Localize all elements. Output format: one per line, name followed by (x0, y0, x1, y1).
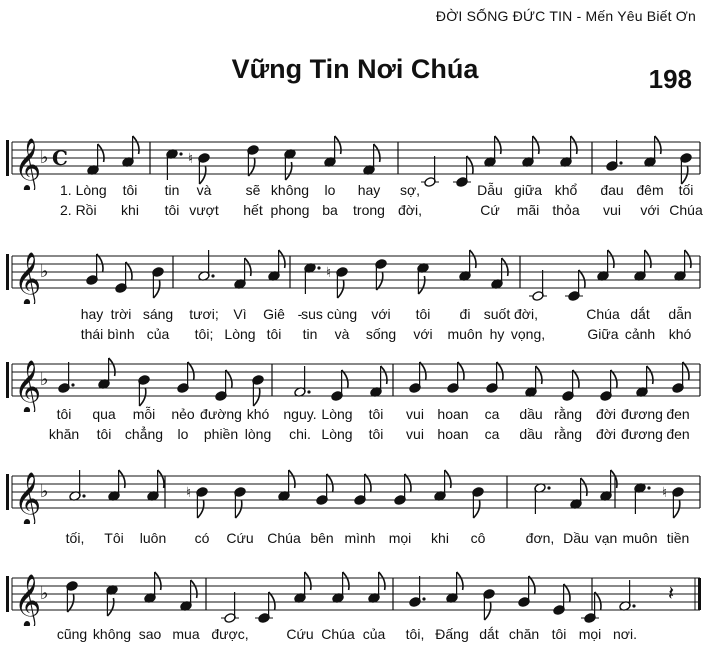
lyric-syllable: đơn, (525, 530, 555, 546)
lyric-syllable: mọi (388, 530, 412, 546)
lyric-syllable: dầu (519, 426, 543, 442)
note (304, 263, 321, 294)
lyric-syllable: Lòng (321, 426, 353, 442)
lyric-syllable: và (196, 182, 212, 198)
note (680, 153, 692, 184)
note (177, 362, 194, 393)
lyric-syllable: rằng (553, 426, 583, 442)
note (375, 259, 387, 290)
time-signature: C (52, 146, 68, 170)
lyric-syllable: trời (110, 306, 132, 322)
lyric-syllable: lòng (244, 426, 272, 442)
lyric-syllable: muôn (447, 326, 483, 342)
lyric-syllable: đời, (514, 306, 538, 322)
music-system-5 (0, 566, 710, 646)
lyric-syllable: đêm (636, 182, 664, 198)
lyric-syllable: cũng (56, 626, 88, 642)
lyric-syllable: tôi (415, 306, 431, 322)
note (534, 483, 551, 514)
lyric-syllable: tiền (666, 530, 690, 546)
system-bracket (6, 576, 9, 612)
lyric-syllable: đau (600, 182, 624, 198)
note (234, 258, 251, 289)
lyric-syllable: có (194, 530, 210, 546)
lyric-syllable: sus (301, 306, 323, 322)
note (284, 149, 296, 180)
lyric-syllable: tôi (551, 626, 567, 642)
note (486, 362, 503, 393)
lyric-syllable: 2. Rồi (60, 202, 97, 218)
note (152, 267, 164, 298)
lyric-syllable: thái (80, 326, 104, 342)
lyric-syllable: khi (121, 202, 139, 218)
lyric-syllable: nguy. (283, 406, 317, 422)
lyric-syllable: vui (406, 426, 424, 442)
note (354, 474, 371, 505)
lyric-syllable: sao (138, 626, 162, 642)
lyric-syllable: Lòng (321, 406, 353, 422)
note (483, 589, 495, 620)
note (247, 145, 259, 176)
staff-1 (0, 130, 710, 190)
lyric-syllable: - (297, 306, 303, 322)
system-bracket (6, 254, 9, 290)
lyric-syllable: Dẫu (477, 182, 503, 198)
key-flat-icon: ♭ (40, 369, 49, 390)
note (331, 370, 348, 401)
note (600, 370, 617, 401)
note (278, 470, 295, 501)
note (565, 270, 585, 301)
lyric-syllable: được, (211, 626, 249, 642)
lyric-syllable: mọi (578, 626, 602, 642)
note (553, 584, 570, 615)
lyric-syllable: dầu (519, 406, 543, 422)
lyric-syllable: lo (324, 182, 336, 198)
treble-clef-icon: 𝄞 (14, 251, 42, 304)
lyric-syllable: sống (365, 326, 397, 342)
note (58, 362, 75, 393)
lyric-syllable: bình (107, 326, 135, 342)
note (606, 140, 623, 171)
note (186, 485, 208, 518)
staff-4 (0, 464, 710, 524)
lyric-line-3-verse-1 (0, 406, 710, 424)
lyric-line-1-verse-1 (0, 182, 710, 200)
lyric-syllable: tôi (56, 406, 72, 422)
lyric-syllable: sợ, (399, 182, 421, 198)
treble-clef-icon: 𝄞 (14, 137, 42, 190)
lyric-syllable: 1. Lòng (60, 182, 107, 198)
lyric-line-2-verse-2 (0, 326, 710, 344)
note (597, 250, 614, 281)
lyric-syllable: hy (489, 326, 505, 342)
lyric-syllable: Lòng (224, 326, 256, 342)
note (115, 262, 132, 293)
note (447, 362, 464, 393)
note (634, 250, 651, 281)
note (324, 136, 341, 167)
lyric-syllable: dẫn (668, 306, 692, 322)
lyric-syllable: Giê (263, 306, 285, 322)
lyric-line-5 (0, 626, 710, 644)
lyric-syllable: cảnh (624, 326, 656, 342)
lyric-syllable: tôi (266, 326, 282, 342)
note (525, 366, 542, 397)
note (484, 136, 501, 167)
lyric-syllable: Chúa (586, 306, 620, 322)
lyric-syllable: suốt (483, 306, 511, 322)
song-title: Vững Tin Nơi Chúa (231, 54, 479, 84)
lyric-syllable: lo (177, 426, 189, 442)
lyric-syllable: Đấng (435, 626, 469, 642)
hymn-number: 198 (648, 64, 692, 94)
note (255, 592, 275, 623)
lyric-syllable: Chúa (669, 202, 703, 218)
treble-clef-icon: 𝄞 (14, 573, 42, 626)
lyric-syllable: ca (484, 406, 500, 422)
lyric-syllable: giữa (513, 182, 543, 198)
note (86, 254, 103, 285)
lyric-syllable: ca (484, 426, 500, 442)
lyric-syllable: vạn (594, 530, 618, 546)
lyric-syllable: mỗi (132, 406, 156, 422)
lyric-syllable: và (334, 326, 350, 342)
lyric-syllable: không (92, 626, 132, 642)
lyric-syllable: Giữa (587, 326, 619, 342)
treble-clef-icon: 𝄞 (14, 359, 42, 412)
staff-5 (0, 566, 710, 626)
note (459, 250, 476, 281)
lyric-syllable: cùng (326, 306, 358, 322)
music-system-2 (0, 244, 710, 344)
note (368, 572, 385, 603)
system-bracket (6, 474, 9, 510)
lyric-syllable: mình (344, 530, 376, 546)
lyric-syllable: sẽ (245, 182, 261, 198)
note (294, 366, 311, 397)
lyric-syllable: tươi; (189, 306, 219, 322)
lyric-syllable: tôi; (194, 326, 214, 342)
lyric-line-1-verse-2 (0, 202, 710, 220)
lyric-syllable: hết (243, 202, 263, 218)
lyric-syllable: tôi (368, 426, 384, 442)
note (316, 474, 333, 505)
note (108, 470, 125, 501)
lyric-line-4 (0, 530, 710, 548)
lyric-syllable: đời (595, 406, 617, 422)
note (672, 362, 689, 393)
note (180, 580, 197, 611)
note (518, 576, 535, 607)
lyric-syllable: khổ (554, 182, 578, 198)
lyric-syllable: với (413, 326, 433, 342)
lyric-syllable: đương (621, 406, 663, 422)
lyric-syllable: khăn (48, 426, 80, 442)
key-flat-icon: ♭ (40, 481, 49, 502)
lyric-syllable: ba (322, 202, 338, 218)
lyric-syllable: qua (92, 406, 116, 422)
key-flat-icon: ♭ (40, 147, 49, 168)
note (234, 487, 246, 518)
lyric-syllable: tin (164, 182, 180, 198)
note (570, 478, 587, 509)
lyric-syllable: tôi (122, 182, 138, 198)
note (446, 572, 463, 603)
note (198, 250, 215, 281)
lyric-syllable: tôi (96, 426, 112, 442)
note (529, 270, 547, 301)
note (662, 485, 684, 518)
svg-text:𝄽: 𝄽 (668, 581, 675, 605)
lyric-syllable: tin (302, 326, 318, 342)
lyric-syllable: khó (668, 326, 692, 342)
lyric-syllable: Cứu (226, 530, 254, 546)
section-header: ĐỜI SỐNG ĐỨC TIN - Mến Yêu Biết Ơn (435, 8, 696, 24)
lyric-syllable: cô (470, 530, 486, 546)
svg-text:♮: ♮ (188, 151, 194, 167)
lyric-syllable: phong (270, 202, 310, 218)
staff-2 (0, 244, 710, 304)
lyric-syllable: chẳng (124, 426, 164, 442)
lyric-syllable: đen (666, 406, 690, 422)
note (644, 136, 661, 167)
lyric-syllable: tôi (368, 406, 384, 422)
note (106, 585, 118, 616)
note (332, 572, 349, 603)
note (636, 366, 653, 397)
lyric-syllable: đời, (398, 202, 422, 218)
lyric-line-3-verse-2 (0, 426, 710, 444)
lyric-syllable: nơi. (613, 626, 637, 642)
note (522, 136, 539, 167)
lyric-syllable: muôn (622, 530, 658, 546)
note (144, 572, 161, 603)
lyric-syllable: đời (595, 426, 617, 442)
lyric-syllable: đi (459, 306, 471, 322)
lyric-syllable: chi. (289, 426, 311, 442)
note (472, 487, 484, 518)
lyric-syllable: đen (666, 426, 690, 442)
note (491, 258, 508, 289)
lyric-syllable: của (362, 626, 386, 642)
lyric-syllable: Vì (233, 306, 247, 322)
lyric-syllable: Tôi (104, 530, 124, 546)
treble-clef-icon: 𝄞 (14, 471, 42, 524)
lyric-syllable: dắt (630, 306, 650, 322)
note (147, 470, 164, 501)
lyric-syllable: hoan (437, 406, 469, 422)
lyric-syllable: mãi (516, 202, 540, 218)
lyric-syllable: sáng (142, 306, 174, 322)
lyric-line-2-verse-1 (0, 306, 710, 324)
lyric-syllable: hoan (437, 426, 469, 442)
music-system-3 (0, 352, 710, 452)
note (434, 470, 451, 501)
lyric-syllable: của (146, 326, 170, 342)
note (560, 136, 577, 167)
lyric-syllable: đương (621, 426, 663, 442)
note (166, 149, 183, 180)
note (69, 470, 86, 501)
key-flat-icon: ♭ (40, 261, 49, 282)
lyric-syllable: dắt (479, 626, 499, 642)
lyric-syllable: tôi, (405, 626, 425, 642)
key-flat-icon: ♭ (40, 583, 49, 604)
note (98, 358, 115, 389)
svg-text:♮: ♮ (662, 485, 668, 501)
lyric-syllable: hay (80, 306, 104, 322)
note (138, 375, 150, 406)
quarter-rest (668, 581, 674, 605)
lyric-syllable: luôn (139, 530, 167, 546)
note (581, 592, 601, 623)
lyric-syllable: hay (357, 182, 381, 198)
note (370, 366, 387, 397)
note (294, 572, 311, 603)
note (409, 576, 426, 607)
lyric-syllable: Cứ (480, 202, 500, 218)
note (394, 474, 411, 505)
lyric-syllable: tối (678, 182, 694, 198)
lyric-syllable: thỏa (552, 202, 580, 218)
svg-text:♮: ♮ (326, 265, 332, 281)
lyric-syllable: khó (246, 406, 270, 422)
lyric-syllable: tối, (65, 530, 85, 546)
note (215, 370, 232, 401)
note (66, 581, 78, 612)
lyric-syllable: vui (406, 406, 424, 422)
note (417, 263, 429, 294)
note (409, 362, 426, 393)
lyric-syllable: với (371, 306, 391, 322)
lyric-syllable: Chúa (321, 626, 355, 642)
lyric-syllable: không (270, 182, 310, 198)
music-system-4 (0, 464, 710, 544)
lyric-syllable: Cứu (286, 626, 314, 642)
note (562, 370, 579, 401)
note (188, 151, 210, 184)
lyric-syllable: đường (200, 406, 242, 422)
lyric-syllable: phiền (203, 426, 239, 442)
lyric-syllable: tôi (164, 202, 180, 218)
lyric-syllable: chăn (508, 626, 540, 642)
lyric-syllable: Chúa (267, 530, 301, 546)
lyric-syllable: Dầu (563, 530, 589, 546)
lyric-syllable: vui (603, 202, 621, 218)
note (674, 250, 691, 281)
note (122, 136, 139, 167)
lyric-syllable: với (640, 202, 660, 218)
staff-3 (0, 352, 710, 412)
system-bracket (6, 140, 9, 176)
lyric-syllable: rằng (553, 406, 583, 422)
note (252, 375, 264, 406)
lyric-syllable: nẻo (171, 406, 195, 422)
note (268, 250, 285, 281)
note (634, 483, 651, 514)
music-system-1 (0, 130, 710, 230)
note (221, 592, 239, 623)
lyric-syllable: mua (172, 626, 200, 642)
svg-text:♮: ♮ (186, 485, 192, 501)
note (363, 144, 380, 175)
lyric-syllable: bên (310, 530, 334, 546)
note (326, 265, 348, 298)
lyric-syllable: khi (431, 530, 449, 546)
note (619, 580, 636, 611)
lyric-syllable: trong (353, 202, 385, 218)
system-bracket (6, 362, 9, 398)
lyric-syllable: vọng, (510, 326, 546, 342)
lyric-syllable: vượt (189, 202, 219, 218)
note (87, 144, 104, 175)
